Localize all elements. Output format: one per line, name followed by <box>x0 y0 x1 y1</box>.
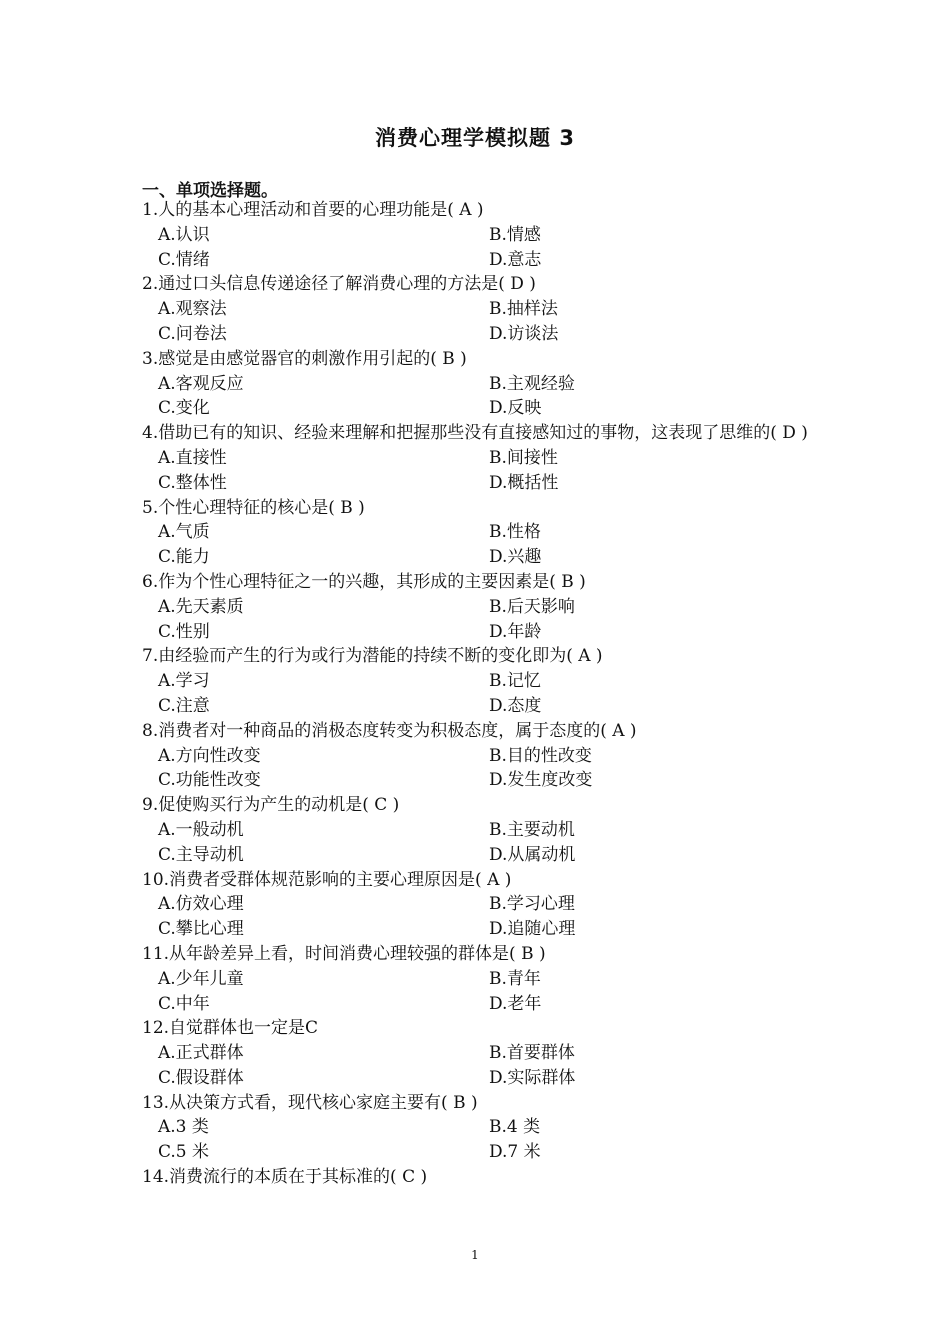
answer-option: C.变化 <box>158 398 210 419</box>
page-title: 消费心理学模拟题 3 <box>375 126 575 150</box>
question-stem: 13.从决策方式看，现代核心家庭主要有( B ) <box>142 1092 478 1113</box>
answer-option: D.访谈法 <box>489 323 559 344</box>
answer-option: A.观察法 <box>158 299 227 320</box>
question-item <box>142 719 832 793</box>
answer-option: C.能力 <box>158 547 210 568</box>
answer-option: D.年龄 <box>489 621 542 642</box>
answer-option: B.情感 <box>489 224 541 245</box>
option-grid <box>142 892 832 942</box>
answer-option: B.4 类 <box>489 1117 541 1138</box>
question-item <box>142 570 832 644</box>
answer-option: A.正式群体 <box>158 1043 244 1064</box>
answer-option: D.兴趣 <box>489 547 542 568</box>
page-number: 1 <box>471 1248 479 1262</box>
option-grid <box>142 595 832 645</box>
question-item <box>142 496 832 570</box>
answer-option: D.7 米 <box>489 1142 541 1163</box>
answer-option: C.性别 <box>158 621 210 642</box>
option-grid <box>142 223 832 273</box>
question-stem: 4.借助已有的知识、经验来理解和把握那些没有直接感知过的事物，这表现了思维的( D ) <box>142 423 808 444</box>
answer-option: D.发生度改变 <box>489 770 593 791</box>
answer-option: C.注意 <box>158 695 210 716</box>
question-item <box>142 347 832 421</box>
answer-option: B.学习心理 <box>489 894 575 915</box>
answer-option: B.后天影响 <box>489 596 575 617</box>
option-grid <box>142 297 832 347</box>
question-item <box>142 793 832 867</box>
option-grid <box>142 520 832 570</box>
answer-option: C.情绪 <box>158 249 210 270</box>
answer-option: A.学习 <box>158 671 210 692</box>
answer-option: D.反映 <box>489 398 542 419</box>
question-item <box>142 272 832 346</box>
question-stem: 11.从年龄差异上看，时间消费心理较强的群体是( B ) <box>142 943 546 964</box>
answer-option: D.从属动机 <box>489 844 576 865</box>
answer-option: A.少年儿童 <box>158 968 244 989</box>
question-stem: 3.感觉是由感觉器官的刺激作用引起的( B ) <box>142 348 467 369</box>
question-item <box>142 868 832 942</box>
option-grid <box>142 967 832 1017</box>
answer-option: B.性格 <box>489 522 541 543</box>
question-item <box>142 942 832 1016</box>
option-grid <box>142 1115 832 1165</box>
answer-option: C.主导动机 <box>158 844 244 865</box>
answer-option: A.客观反应 <box>158 373 244 394</box>
question-stem: 10.消费者受群体规范影响的主要心理原因是( A ) <box>142 869 512 890</box>
question-item <box>142 1016 832 1090</box>
answer-option: C.整体性 <box>158 472 227 493</box>
answer-option: B.目的性改变 <box>489 745 592 766</box>
answer-option: A.一般动机 <box>158 819 244 840</box>
answer-option: B.记忆 <box>489 671 541 692</box>
answer-option: D.态度 <box>489 695 542 716</box>
question-item <box>142 421 832 495</box>
option-grid <box>142 1041 832 1091</box>
question-stem: 8.消费者对一种商品的消极态度转变为积极态度，属于态度的( A ) <box>142 720 637 741</box>
answer-option: C.问卷法 <box>158 323 227 344</box>
answer-option: A.气质 <box>158 522 210 543</box>
answer-option: B.首要群体 <box>489 1043 575 1064</box>
question-item <box>142 198 832 272</box>
option-grid <box>142 818 832 868</box>
answer-option: D.老年 <box>489 993 542 1014</box>
answer-option: D.追随心理 <box>489 919 576 940</box>
answer-option: A.3 类 <box>158 1117 209 1138</box>
answer-option: A.直接性 <box>158 447 227 468</box>
option-grid <box>142 744 832 794</box>
answer-option: D.概括性 <box>489 472 559 493</box>
question-stem: 6.作为个性心理特征之一的兴趣，其形成的主要因素是( B ) <box>142 571 586 592</box>
answer-option: A.先天素质 <box>158 596 244 617</box>
question-item <box>142 1165 832 1190</box>
answer-option: B.主观经验 <box>489 373 575 394</box>
answer-option: B.主要动机 <box>489 819 575 840</box>
question-stem: 5.个性心理特征的核心是( B ) <box>142 497 365 518</box>
answer-option: B.抽样法 <box>489 299 558 320</box>
question-list <box>142 198 832 1190</box>
question-item <box>142 644 832 718</box>
option-grid <box>142 372 832 422</box>
answer-option: C.功能性改变 <box>158 770 261 791</box>
question-stem: 2.通过口头信息传递途径了解消费心理的方法是( D ) <box>142 274 536 295</box>
question-stem: 7.由经验而产生的行为或行为潜能的持续不断的变化即为( A ) <box>142 646 603 667</box>
answer-option: D.实际群体 <box>489 1067 576 1088</box>
answer-option: B.青年 <box>489 968 541 989</box>
answer-option: C.假设群体 <box>158 1067 244 1088</box>
section-heading: 一、单项选择题。 <box>142 181 278 201</box>
answer-option: C.5 米 <box>158 1142 210 1163</box>
question-stem: 14.消费流行的本质在于其标准的( C ) <box>142 1167 428 1188</box>
question-stem: 12.自觉群体也一定是C <box>142 1018 319 1039</box>
answer-option: B.间接性 <box>489 447 558 468</box>
question-stem: 1.人的基本心理活动和首要的心理功能是( A ) <box>142 200 484 220</box>
answer-option: A.方向性改变 <box>158 745 261 766</box>
answer-option: C.攀比心理 <box>158 919 244 940</box>
question-item <box>142 1091 832 1165</box>
answer-option: A.认识 <box>158 224 210 245</box>
answer-option: D.意志 <box>489 249 542 270</box>
option-grid <box>142 669 832 719</box>
answer-option: C.中年 <box>158 993 210 1014</box>
option-grid <box>142 446 832 496</box>
answer-option: A.仿效心理 <box>158 894 244 915</box>
question-stem: 9.促使购买行为产生的动机是( C ) <box>142 795 400 816</box>
